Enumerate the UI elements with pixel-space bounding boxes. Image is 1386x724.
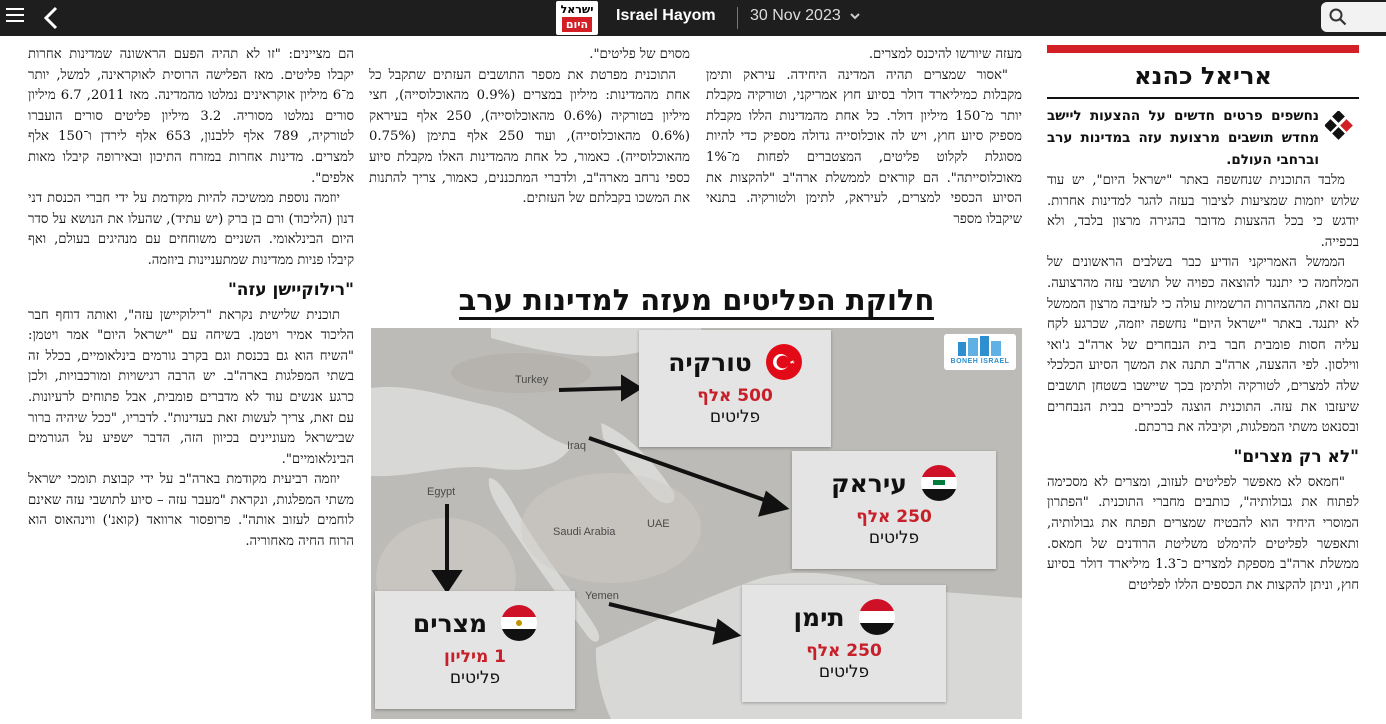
country-name: עיראק bbox=[831, 468, 907, 498]
infographic-title-text: חלוקת הפליטים מעזה למדינות ערב bbox=[459, 283, 935, 320]
paragraph: מלבד התוכנית שנחשפה באתר "ישראל היום", יש עוד שלוש יוזמות שמציעות לציבור בעזה להגר למדינות אחרות. יודגש כי בכל ההצעות מדובר בהגירה מרצון בלבד, ולא בכפייה. bbox=[1047, 173, 1359, 250]
search-icon bbox=[1329, 8, 1347, 26]
refugee-amount: 250 אלף bbox=[806, 641, 882, 661]
top-toolbar bbox=[0, 0, 1386, 36]
paragraph: "אסור שמצרים תהיה המדינה היחידה. עיראק ותימן מקבלות כמיליארד דולר בסיוע חוץ אמריקני, וטורקיה מקבלת יותר מ־150 מיליון דולר. כל אחת מהמדינות הללו מקבלת מספיק סיוע חוץ, ויש לה אוכלוסייה גדולה מספיק כדי להיות מסוגלת לקלוט פליטים, המצטברים לפחות מ־1% מאוכלוסייתה". הם קוראים לממשלת ארה"ב "להקצות את הסיוע הכספי למצרים, לעיראק, לתימן ולטורקיה. בתנאי שיקבלו מספר bbox=[706, 67, 1022, 227]
paragraph: מסוים של פליטים". bbox=[589, 47, 690, 62]
article-lead bbox=[1047, 105, 1359, 171]
refugee-amount: 1 מיליון bbox=[443, 647, 507, 667]
map-label: Saudi Arabia bbox=[553, 526, 616, 538]
country-name: טורקיה bbox=[668, 347, 752, 377]
paragraph: יוזמה רביעית מקודמת בארה"ב על ידי קבוצת תומכי ישראל משתי המפלגות, ונקראת "מעבר עזה – סיוע לתושבי עזה שאינם לוחמים לעזוב אותה". פרופסור ארוואד (קואנ') ווינהאוס הוא הרוח החיה מאחוריה. bbox=[28, 472, 354, 550]
paragraph: "חמאס לא מאפשר לפליטים לעזוב, ומצרים לא מסכימה לפתוח את גבולותיה", כותבים מחברי התוכנית. "הפתרון המוסרי היחיד הוא להבטיח שמצרים תפתח את גבולותיה, ותאפשר לפליטים להימלט משליטת הרודנים של חמאס. ממשלת ארה"ב מספקת למצרים כ־1.3 מיליארד דולר בסיוע חוץ, וניתן להקצות את הכספים הללו לפליטים bbox=[1047, 474, 1359, 593]
map-label: UAE bbox=[647, 518, 670, 530]
refugee-unit: פליטים bbox=[818, 662, 870, 682]
article-column-3 bbox=[369, 45, 690, 277]
search-button[interactable] bbox=[1321, 2, 1386, 32]
yemen-flag-icon bbox=[859, 599, 895, 635]
refugee-unit: פליטים bbox=[709, 407, 761, 427]
paragraph: תוכנית שלישית נקראת "רילוקיישן עזה", ואותה דוחף חבר הליכוד אמיר ויטמן. בשיחה עם "ישראל היום" אמר ויטמן: "השיח הוא גם בכנסת וגם בקרב גורמים בינלאומיים, בכלל זה בשתי המפלגות בארה"ב. יש הרבה רגישויות ומורכבויות, ולכן כרגע אנשים עוד לא מדברים פומבית, אבל פתוחים לרעיונות. עם זאת, צריך לעשות זאת בעדינות". לדבריו, "ככל שיהיה ברור שבישראל מעוניינים בכיוון הזה, הדבר ישפיע על הגורמים הבינלאומיים". bbox=[28, 307, 354, 467]
country-card-yemen bbox=[742, 585, 946, 702]
country-name: מצרים bbox=[412, 608, 488, 638]
paragraph: התוכנית מפרטת את מספר התושבים העזתים שתקבל כל אחת מהמדינות: מיליון במצרים (0.9% מהאוכלוסייה), חצי מיליון בטורקיה (0.6% מהאוכלוסייה), 250 אלף בעיראק (0.6% מהאוכלוסייה), ועוד 250 אלף בתימן (0.75% מהאוכלוסייה). כאמור, כל אחת מהמדינות האלו מקבלת סיוע כספי נרחב מארה"ב, ולדברי המתכננים, כאמור, צריך להתנות את המשכו בקבלתם של העזתים. bbox=[369, 67, 690, 207]
map-label: Turkey bbox=[515, 374, 549, 386]
egypt-flag-icon bbox=[501, 605, 537, 641]
country-card-turkey bbox=[639, 330, 831, 447]
logo-line2: היום bbox=[562, 17, 592, 32]
article-column-4 bbox=[28, 45, 354, 724]
buildings-icon bbox=[944, 334, 1016, 358]
author-name: אריאל כהנא bbox=[1047, 59, 1359, 99]
article-column-2 bbox=[706, 45, 1022, 277]
subheading: "רילוקיישן עזה" bbox=[227, 279, 354, 300]
turkey-flag-icon bbox=[766, 344, 802, 380]
chevron-left-icon bbox=[38, 4, 66, 32]
diamond-bullet-icon bbox=[1325, 111, 1355, 141]
paragraph: הם מציינים: "זו לא תהיה הפעם הראשונה שמדינות אחרות יקבלו פליטים. מאז הפלישה הרוסית לאוקראינה, למשל, יותר מ־6 מיליון אוקראינים נמלטו מהמדינה. מאז 2011, 6.7 מיליון סורים נמלטו מסוריה. 3.2 מיליון פליטים סורים הועברו לטורקיה, 789 אלף ללבנון, 653 אלף לירדן ו־150 אלף למצרים. מדינות אחרות במזרח התיכון ובאירופה קיבלו מאות אלפים". bbox=[28, 47, 354, 186]
publication-name: Israel Hayom bbox=[616, 7, 716, 24]
paragraph: יוזמה נוספת ממשיכה להיות מקודמת על ידי חברי הכנסת דני דנון (הליכוד) ורם בן ברק (יש עתיד), שהעלו את הנושא על סדר היום הבינלאומי. השניים משוחחים עם מנהיגים בעולם, ואף קיבלו פניות ממדינות שמתעניינות ביוזמה. bbox=[28, 191, 354, 268]
map-label: Egypt bbox=[427, 486, 456, 498]
iraq-flag-icon bbox=[921, 465, 957, 501]
paragraph: הממשל האמריקני הודיע כבר בשלבים הראשונים של המלחמה כי יתנגד להוצאה כפויה של תושבי עזה מהרצועה. עם זאת, מההצהרות הרשמיות עולה כי לעזיבה מרצון הממשל לא יתנגד. באתר "ישראל היום" נחשפה יוזמה, שכרגע לקח עליה חסות פומבית חבר בית הנבחרים של ארה"ב ג'ואי ווילסון. לפי ההצעה, ארה"ב תתנה את המשך הסיוע הכלכלי שלה למצרים, לטורקיה ולתימן בכך שיישבו בשטחן תושבים שיעזבו את עזה. התוכנית הוצגה לבכירים בבית הנבחרים ובסנאט משתי המפלגות, וקיבלה את ברכתם. bbox=[1047, 255, 1359, 436]
refugee-amount: 250 אלף bbox=[856, 507, 932, 527]
hamburger-menu-icon[interactable] bbox=[6, 8, 24, 22]
country-card-iraq bbox=[792, 451, 996, 569]
refugee-distribution-map bbox=[371, 328, 1022, 719]
map-label: Iraq bbox=[567, 440, 586, 452]
country-name: תימן bbox=[793, 602, 845, 632]
refugee-unit: פליטים bbox=[868, 528, 920, 548]
issue-date-selector[interactable]: 30 Nov 2023 bbox=[750, 7, 841, 24]
article-column-1 bbox=[1047, 45, 1359, 724]
map-label: Yemen bbox=[585, 590, 619, 602]
subheading: "לא רק מצרים" bbox=[1233, 446, 1359, 467]
infographic-title bbox=[371, 280, 1022, 320]
refugee-unit: פליטים bbox=[449, 668, 501, 688]
back-button[interactable] bbox=[38, 4, 66, 32]
lead-text: נחשפים פרטים חדשים על ההצעות ליישב מחדש תושבים מרצועת עזה במדינות ערב וברחבי העולם. bbox=[1047, 108, 1319, 168]
chevron-down-icon[interactable] bbox=[849, 10, 861, 22]
badge-text: BONEH ISRAEL bbox=[950, 358, 1010, 365]
boneh-israel-logo bbox=[944, 334, 1016, 370]
section-accent-bar bbox=[1047, 45, 1359, 53]
logo-line1: ישראל bbox=[560, 3, 594, 16]
toolbar-divider bbox=[737, 7, 738, 29]
refugee-amount: 500 אלף bbox=[697, 386, 773, 406]
country-card-egypt bbox=[375, 591, 575, 709]
publication-logo[interactable] bbox=[556, 1, 598, 35]
paragraph: מעזה שיורשו להיכנס למצרים. bbox=[868, 47, 1022, 62]
